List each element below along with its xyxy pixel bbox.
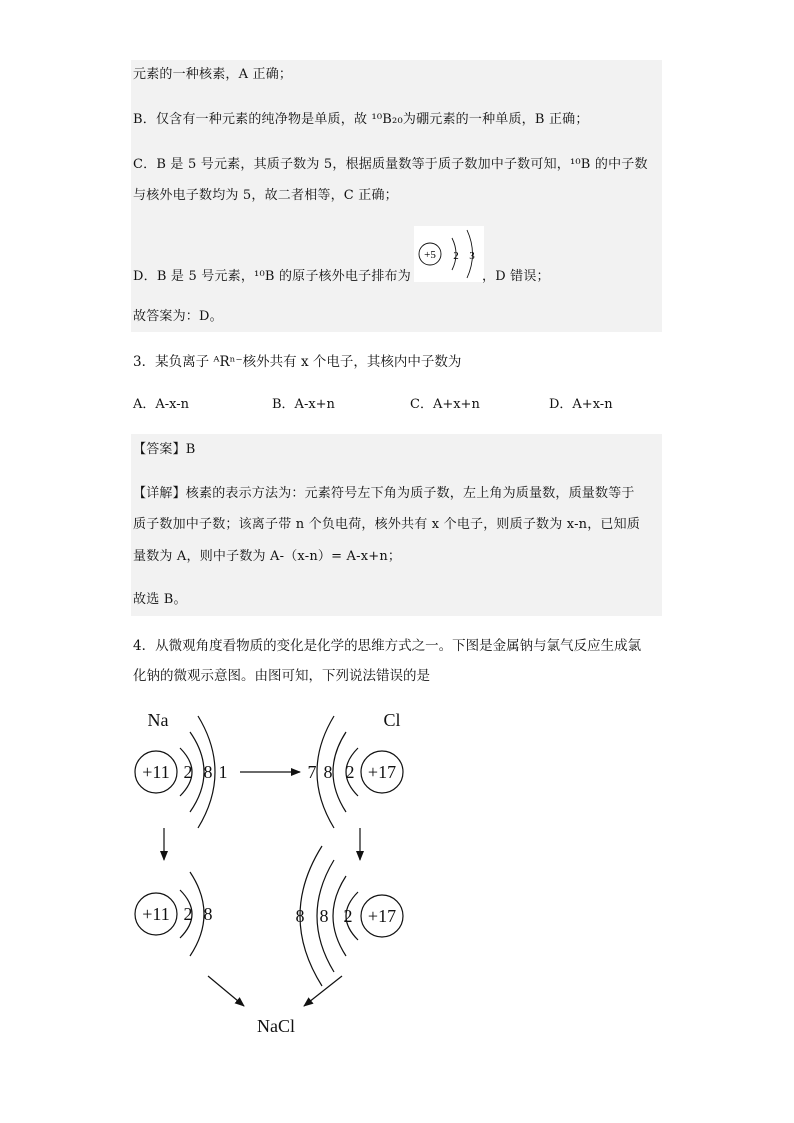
na-atom-shell-3: 1: [218, 762, 228, 782]
cl-label: Cl: [383, 710, 401, 730]
cl-ion-shell-2: 8: [319, 906, 329, 926]
solution-line-5-end: ，D 错误；: [482, 269, 550, 284]
boron-shell-1: 2: [453, 250, 459, 262]
cl-atom-shell-1: 2: [345, 762, 355, 782]
question-3-detail-1: 【详解】核素的表示方法为：元素符号左下角为质子数，左上角为质量数，质量数等于: [133, 486, 635, 501]
question-3-option-d: D．A+x-n: [549, 397, 613, 412]
question-3-option-c: C．A+x+n: [410, 397, 480, 412]
na-label: Na: [147, 710, 169, 730]
na-atom-nucleus: +11: [142, 762, 170, 782]
cl-ion-nucleus: +17: [367, 906, 397, 926]
boron-electron-diagram: [414, 226, 484, 282]
cl-ion-shell-3: 8: [295, 906, 305, 926]
cl-atom-nucleus: +17: [367, 762, 397, 782]
na-ion-nucleus: +11: [142, 904, 170, 924]
question-3-detail-2: 质子数加中子数；该离子带 n 个负电荷，核外共有 x 个电子，则质子数为 x-n，已知质: [133, 517, 641, 532]
cl-atom-shell-3: 7: [307, 762, 317, 782]
solution-conclusion: 故答案为：D。: [133, 309, 223, 324]
nacl-formation-diagram: [128, 700, 418, 1040]
solution-line-3: C．B 是 5 号元素，其质子数为 5，根据质量数等于质子数加中子数可知，¹⁰B 的中子数: [133, 157, 648, 172]
arrow-na-ion-to-nacl: [208, 976, 244, 1006]
cl-ion-shell-1: 2: [343, 906, 353, 926]
question-3-detail-3: 量数为 A，则中子数为 A-（x-n）= A-x+n；: [133, 549, 402, 564]
cl-atom-shell-2: 8: [323, 762, 333, 782]
cl-atom-shell-arc-2: [333, 732, 346, 812]
question-3-conclusion: 故选 B。: [133, 592, 187, 607]
solution-line-5: D．B 是 5 号元素，¹⁰B 的原子核外电子排布为: [133, 269, 411, 284]
question-3-answer: 【答案】B: [133, 442, 196, 457]
solution-line-2: B．仅含有一种元素的纯净物是单质，故 ¹⁰B₂₀为硼元素的一种单质，B 正确；: [133, 112, 589, 127]
na-atom-shell-1: 2: [183, 762, 193, 782]
na-ion-shell-1: 2: [183, 904, 193, 924]
question-3-option-a: A．A-x-n: [133, 397, 190, 412]
question-3-stem: 3．某负离子 ᴬRⁿ⁻核外共有 x 个电子，其核内中子数为: [133, 354, 462, 370]
question-4-stem-line-1: 4．从微观角度看物质的变化是化学的思维方式之一。下图是金属钠与氯气反应生成氯: [133, 638, 642, 654]
na-ion-shell-2: 8: [203, 904, 213, 924]
solution-line-4: 与核外电子数均为 5，故二者相等，C 正确；: [133, 188, 398, 203]
boron-nucleus: +5: [424, 249, 436, 261]
question-4-stem-line-2: 化钠的微观示意图。由图可知，下列说法错误的是: [133, 668, 430, 684]
solution-line-1: 元素的一种核素，A 正确；: [133, 67, 293, 82]
arrow-cl-ion-to-nacl: [304, 976, 342, 1006]
boron-shell-2: 3: [469, 250, 475, 262]
nacl-label: NaCl: [257, 1016, 295, 1036]
question-3-option-b: B．A-x+n: [272, 397, 335, 412]
na-atom-shell-2: 8: [203, 762, 213, 782]
